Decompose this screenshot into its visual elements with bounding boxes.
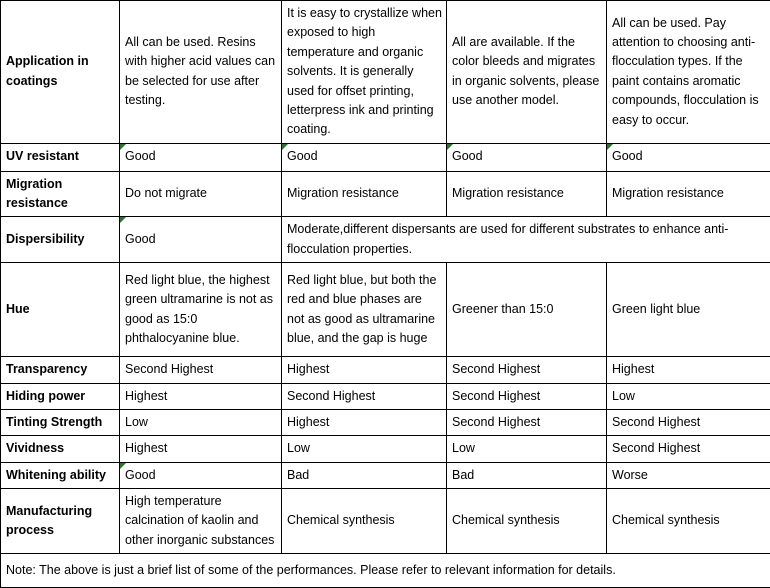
cell-manufacturing-process-col3: Chemical synthesis: [282, 489, 447, 554]
table-note: Note: The above is just a brief list of some of the performances. Please refer to relevant information for details.: [1, 554, 770, 588]
row-header-transparency: Transparency: [1, 357, 120, 383]
cell-transparency-col5: Highest: [607, 357, 770, 383]
table-row: [1, 1, 770, 144]
cell-hue-col4: Greener than 15:0: [447, 263, 607, 357]
table-row: [1, 436, 770, 462]
cell-migration-resistance-col4: Migration resistance: [447, 171, 607, 217]
cell-hue-col3: Red light blue, but both the red and blue phases are not as good as ultramarine blue, and the gap is huge: [282, 263, 447, 357]
row-header-whitening-ability: Whitening ability: [1, 462, 120, 488]
cell-dispersibility-col2: Good: [120, 217, 282, 263]
cell-tinting-strength-col3: Highest: [282, 409, 447, 435]
cell-tinting-strength-col4: Second Highest: [447, 409, 607, 435]
cell-vividness-col3: Low: [282, 436, 447, 462]
cell-transparency-col4: Second Highest: [447, 357, 607, 383]
cell-migration-resistance-col5: Migration resistance: [607, 171, 770, 217]
row-header-dispersibility: Dispersibility: [1, 217, 120, 263]
cell-application-in-coatings-col5: All can be used. Pay attention to choosing anti-flocculation types. If the paint contains aromatic compounds, flocculation is easy to occur.: [607, 1, 770, 144]
cell-dispersibility-col3: Moderate,different dispersants are used for different substrates to enhance anti-flocculation properties.: [282, 217, 770, 263]
cell-application-in-coatings-col2: All can be used. Resins with higher acid values can be selected for use after testing.: [120, 1, 282, 144]
table-note-row: [1, 554, 770, 588]
cell-migration-resistance-col3: Migration resistance: [282, 171, 447, 217]
table-row: [1, 489, 770, 554]
cell-manufacturing-process-col4: Chemical synthesis: [447, 489, 607, 554]
table-row: [1, 462, 770, 488]
cell-hiding-power-col3: Second Highest: [282, 383, 447, 409]
table-row: [1, 171, 770, 217]
cell-vividness-col2: Highest: [120, 436, 282, 462]
table-body: [1, 1, 770, 588]
cell-tinting-strength-col5: Second Highest: [607, 409, 770, 435]
row-header-tinting-strength: Tinting Strength: [1, 409, 120, 435]
table-row: [1, 143, 770, 171]
table-row: [1, 357, 770, 383]
cell-application-in-coatings-col4: All are available. If the color bleeds and migrates in organic solvents, please use another model.: [447, 1, 607, 144]
row-header-application-in-coatings: Application in coatings: [1, 1, 120, 144]
cell-transparency-col2: Second Highest: [120, 357, 282, 383]
table-row: [1, 217, 770, 263]
table-row: [1, 409, 770, 435]
cell-whitening-ability-col3: Bad: [282, 462, 447, 488]
cell-hue-col2: Red light blue, the highest green ultramarine is not as good as 15:0 phthalocyanine blue.: [120, 263, 282, 357]
row-header-uv-resistant: UV resistant: [1, 143, 120, 171]
cell-hue-col5: Green light blue: [607, 263, 770, 357]
row-header-migration-resistance: Migration resistance: [1, 171, 120, 217]
cell-whitening-ability-col2: Good: [120, 462, 282, 488]
table-row: [1, 263, 770, 357]
cell-manufacturing-process-col2: High temperature calcination of kaolin and other inorganic substances: [120, 489, 282, 554]
row-header-vividness: Vividness: [1, 436, 120, 462]
cell-uv-resistant-col4: Good: [447, 143, 607, 171]
cell-hiding-power-col5: Low: [607, 383, 770, 409]
cell-uv-resistant-col2: Good: [120, 143, 282, 171]
row-header-hiding-power: Hiding power: [1, 383, 120, 409]
cell-uv-resistant-col3: Good: [282, 143, 447, 171]
cell-migration-resistance-col2: Do not migrate: [120, 171, 282, 217]
row-header-manufacturing-process: Manufacturing process: [1, 489, 120, 554]
table-row: [1, 383, 770, 409]
cell-hiding-power-col2: Highest: [120, 383, 282, 409]
cell-vividness-col4: Low: [447, 436, 607, 462]
cell-uv-resistant-col5: Good: [607, 143, 770, 171]
cell-hiding-power-col4: Second Highest: [447, 383, 607, 409]
cell-transparency-col3: Highest: [282, 357, 447, 383]
cell-vividness-col5: Second Highest: [607, 436, 770, 462]
cell-whitening-ability-col4: Bad: [447, 462, 607, 488]
row-header-hue: Hue: [1, 263, 120, 357]
cell-application-in-coatings-col3: It is easy to crystallize when exposed to high temperature and organic solvents. It is generally used for offset printing, letterpress ink and printing coating.: [282, 1, 447, 144]
cell-whitening-ability-col5: Worse: [607, 462, 770, 488]
cell-tinting-strength-col2: Low: [120, 409, 282, 435]
cell-manufacturing-process-col5: Chemical synthesis: [607, 489, 770, 554]
